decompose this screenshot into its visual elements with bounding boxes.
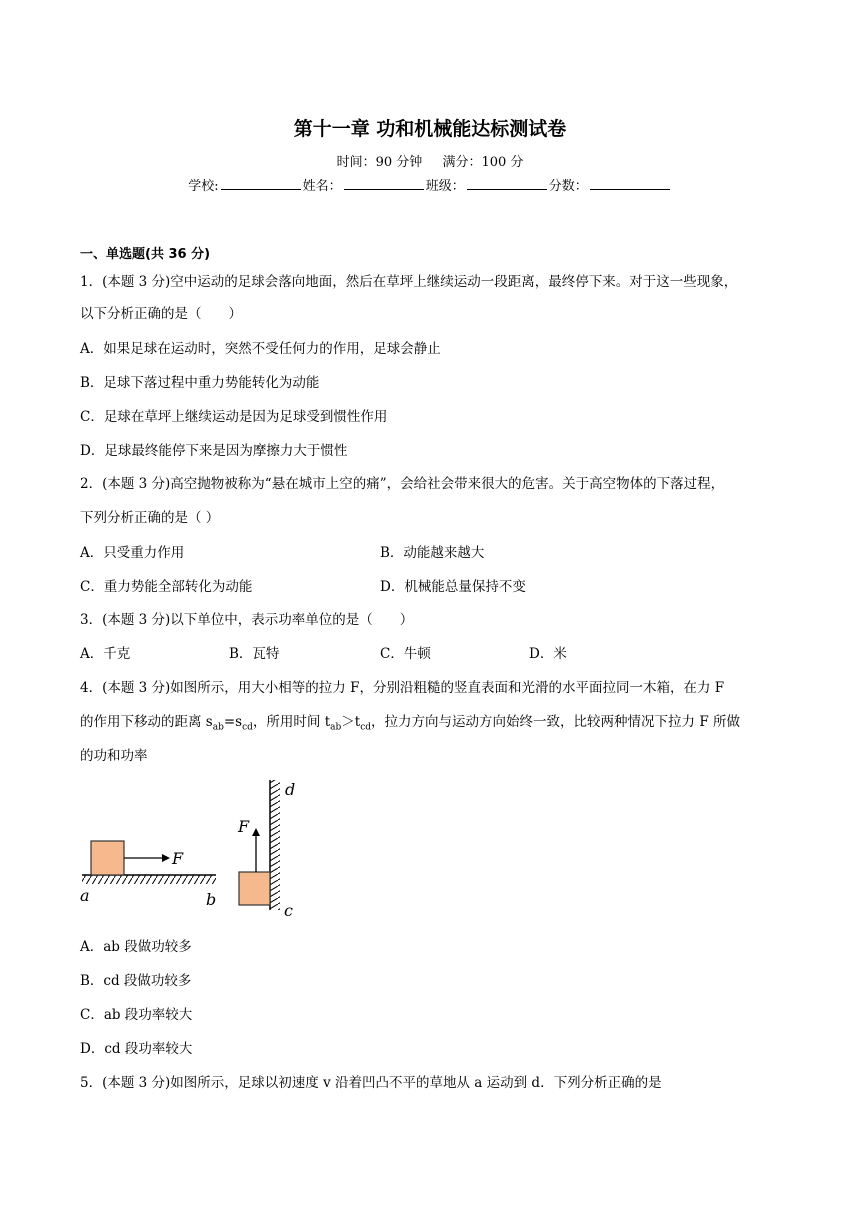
q2-option-d: D．机械能总量保持不变	[380, 579, 526, 595]
q2-option-a: A．只受重力作用	[80, 545, 185, 561]
school-field[interactable]	[221, 177, 301, 190]
point-a-label: a	[80, 886, 90, 905]
ground-hatching	[82, 875, 216, 884]
q3-stem: 3．(本题 3 分)以下单位中，表示功率单位的是（ ）	[80, 612, 414, 628]
class-label: 班级：	[425, 179, 465, 194]
q4-option-d: D．cd 段功率较大	[80, 1041, 193, 1057]
q4-stem-line1: 4．(本题 3 分)如图所示，用大小相等的拉力 F，分别沿粗糙的竖直表面和光滑的水平面拉同一木箱，在力 F	[80, 680, 725, 696]
q4-option-c: C．ab 段功率较大	[80, 1007, 193, 1023]
section-heading: 一、单选题(共 36 分)	[80, 247, 211, 262]
q3-option-b: B．瓦特	[229, 646, 280, 662]
q1-option-d: D．足球最终能停下来是因为摩擦力大于惯性	[80, 443, 348, 459]
exam-meta	[0, 151, 860, 170]
arrowhead-icon	[162, 854, 170, 862]
name-field[interactable]	[344, 177, 424, 190]
point-c-label: c	[284, 901, 293, 918]
q3-option-a: A．千克	[80, 646, 131, 662]
q3-option-d: D．米	[529, 646, 567, 662]
school-label: 学校:	[188, 179, 219, 194]
q4-figure	[78, 778, 318, 918]
crate-vertical	[239, 872, 270, 905]
q4-option-a: A．ab 段做功较多	[80, 939, 192, 955]
page-title: 第十一章 功和机械能达标测试卷	[293, 118, 567, 140]
full-score: 满分：100 分	[442, 155, 524, 170]
q1-option-b: B．足球下落过程中重力势能转化为动能	[80, 375, 320, 391]
points-field[interactable]	[590, 177, 670, 190]
arrowhead-icon	[252, 828, 260, 836]
q4-option-b: B．cd 段做功较多	[80, 973, 192, 989]
q2-stem-line1: 2．(本题 3 分)高空抛物被称为“悬在城市上空的痛”，会给社会带来很大的危害。关于高空物体的下落过程，	[80, 476, 725, 492]
force-label-2: F	[238, 817, 250, 836]
q1-stem-line1: 1．(本题 3 分)空中运动的足球会落向地面，然后在草坪上继续运动一段距离，最终停下来。对于这一些现象，	[80, 274, 738, 290]
q1-option-a: A．如果足球在运动时，突然不受任何力的作用，足球会静止	[80, 341, 441, 357]
q4-stem-line3: 的功和功率	[80, 748, 148, 764]
q2-option-b: B．动能越来越大	[380, 545, 485, 561]
points-label: 分数：	[548, 179, 588, 194]
point-b-label: b	[206, 890, 217, 909]
force-label-1: F	[172, 849, 184, 868]
q2-option-c: C．重力势能全部转化为动能	[80, 579, 253, 595]
wall-hatching	[270, 780, 280, 910]
name-label: 姓名：	[302, 179, 342, 194]
q5-stem: 5．(本题 3 分)如图所示，足球以初速度 v 沿着凹凸不平的草地从 a 运动到 d．下列分析正确的是	[80, 1075, 662, 1091]
q1-stem-line2: 以下分析正确的是（ ）	[80, 306, 242, 322]
q4-stem-line2: 的作用下移动的距离 $s_{ab}=s_{cd}$，所用时间 $t_{ab}>t_{cd}$，拉力方向与运动方向始终一致，比较两种情况下拉力 F 所做	[80, 714, 740, 733]
q2-stem-line2: 下列分析正确的是（ ）	[80, 510, 220, 526]
point-d-label: d	[285, 780, 296, 799]
crate-horizontal	[91, 841, 124, 875]
q3-option-c: C．牛顿	[380, 646, 431, 662]
time-limit: 时间：90 分钟	[336, 155, 423, 170]
q1-option-c: C．足球在草坪上继续运动是因为足球受到惯性作用	[80, 409, 388, 425]
class-field[interactable]	[467, 177, 547, 190]
student-info-fields	[0, 175, 860, 194]
